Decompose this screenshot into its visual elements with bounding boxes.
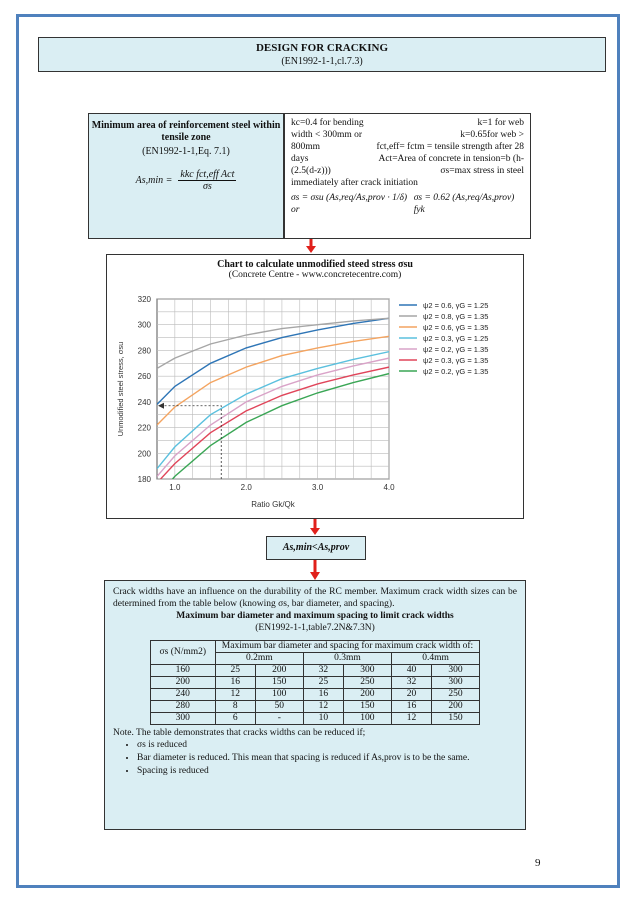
- section-header: [38, 37, 606, 72]
- stress-chart: [107, 289, 523, 517]
- def-k-web2: k=0.65for web >: [460, 130, 524, 140]
- header-sigma: σs (N/mm2): [150, 641, 215, 665]
- min-area-heading: Minimum area of reinforcement steel within tensile zone: [91, 120, 281, 143]
- check-box: [266, 536, 366, 560]
- crack-table-ref: (EN1992-1-1,table7.2N&7.3N): [255, 623, 375, 633]
- chart-box: [106, 254, 524, 519]
- y-tick-label: 280: [137, 346, 151, 356]
- min-area-box: [88, 113, 284, 239]
- def-kc: kc=0.4 for bending: [291, 118, 364, 128]
- section-title: DESIGN FOR CRACKING: [255, 42, 388, 54]
- def-act2: (2.5(d-z))): [291, 166, 331, 176]
- min-area-formula: [89, 169, 283, 192]
- table-row: 160 25 200 32 300 40 300: [150, 665, 479, 677]
- header-width: 0.3mm: [303, 653, 391, 665]
- section-ref: (EN1992-1-1,cl.7.3): [281, 56, 363, 67]
- list-item: • Bar diameter is reduced. This mean that spacing is reduced if As,prov is to be the same.: [137, 752, 517, 765]
- crack-table: [150, 640, 480, 725]
- table-row: 280 8 50 12 150 16 200: [150, 701, 479, 713]
- x-tick-label: 1.0: [169, 483, 181, 492]
- x-axis-label: Ratio Gk/Qk: [251, 500, 295, 509]
- x-tick-label: 3.0: [312, 483, 324, 492]
- stress-formula-1: σs = σsu (As,req/As,prov · 1/δ) or: [291, 193, 408, 215]
- list-item: • σs is reduced: [137, 739, 517, 752]
- check-text: As,min<As,prov: [282, 542, 350, 553]
- def-k-web: k=1 for web: [477, 118, 524, 128]
- def-days: days: [291, 154, 309, 164]
- def-fct: fct,eff= fctm = tensile strength after 28: [376, 142, 524, 152]
- y-tick-label: 220: [137, 423, 151, 433]
- legend-label: ψ2 = 0.2, γG = 1.35: [423, 367, 489, 376]
- chart-source: (Concrete Centre - www.concretecentre.com): [228, 270, 402, 280]
- def-800: 800mm: [291, 142, 321, 152]
- legend-label: ψ2 = 0.3, γG = 1.35: [423, 356, 489, 365]
- legend-label: ψ2 = 0.8, γG = 1.35: [423, 312, 489, 321]
- formula-denominator: σs: [202, 181, 212, 192]
- def-width: width < 300mm or: [291, 130, 363, 140]
- legend-label: ψ2 = 0.2, γG = 1.35: [423, 345, 489, 354]
- table-row: 300 6 - 10 100 12 150: [150, 713, 479, 725]
- table-row: 200 16 150 25 250 32 300: [150, 677, 479, 689]
- y-tick-label: 180: [137, 475, 151, 484]
- formula-numerator: kkc fct,eff Act: [180, 169, 235, 180]
- crack-note-list: [113, 739, 517, 778]
- min-area-ref: (EN1992-1-1,Eq. 7.1): [142, 146, 230, 157]
- header-group: Maximum bar diameter and spacing for maximum crack width of:: [215, 641, 479, 653]
- legend-label: ψ2 = 0.6, γG = 1.25: [423, 301, 489, 310]
- y-axis-label: Unmodified steel stress, σsu: [116, 341, 125, 437]
- def-crack: immediately after crack initiation: [291, 178, 418, 188]
- def-sigma: σs=max stress in steel: [440, 166, 524, 176]
- y-tick-label: 320: [137, 295, 151, 304]
- x-tick-label: 2.0: [240, 483, 252, 492]
- def-act: Act=Area of concrete in tension=b (h-: [378, 154, 524, 164]
- crack-note: Note. The table demonstrates that cracks widths can be reduced if;: [113, 728, 366, 738]
- y-tick-label: 300: [137, 320, 151, 330]
- list-item: • Spacing is reduced: [137, 765, 517, 778]
- arrow-down-icon: [310, 519, 320, 535]
- stress-formula-2: σs = 0.62 (As,req/As,prov) fyk: [413, 193, 515, 215]
- arrow-down-icon: [306, 239, 316, 253]
- header-width: 0.2mm: [215, 653, 303, 665]
- arrow-down-icon: [310, 560, 320, 580]
- x-tick-label: 4.0: [383, 483, 395, 492]
- legend-label: ψ2 = 0.6, γG = 1.35: [423, 323, 489, 332]
- crack-intro: Crack widths have an influence on the durability of the RC member. Maximum crack width sizes can be determined from the table below (knowing σs, bar diameter, and spacing).: [113, 587, 517, 609]
- y-tick-label: 240: [137, 397, 151, 407]
- page-number: 9: [535, 857, 541, 869]
- legend-label: ψ2 = 0.3, γG = 1.25: [423, 334, 489, 343]
- definitions-box: [284, 113, 531, 239]
- y-tick-label: 200: [137, 449, 151, 459]
- table-row: 240 12 100 16 200 20 250: [150, 689, 479, 701]
- chart-title: Chart to calculate unmodified steed stress σsu: [217, 259, 413, 270]
- crack-width-box: [104, 580, 526, 830]
- y-tick-label: 260: [137, 372, 151, 382]
- formula-lhs: As,min =: [135, 175, 173, 186]
- header-width: 0.4mm: [392, 653, 480, 665]
- crack-table-title: Maximum bar diameter and maximum spacing to limit crack widths: [176, 611, 454, 621]
